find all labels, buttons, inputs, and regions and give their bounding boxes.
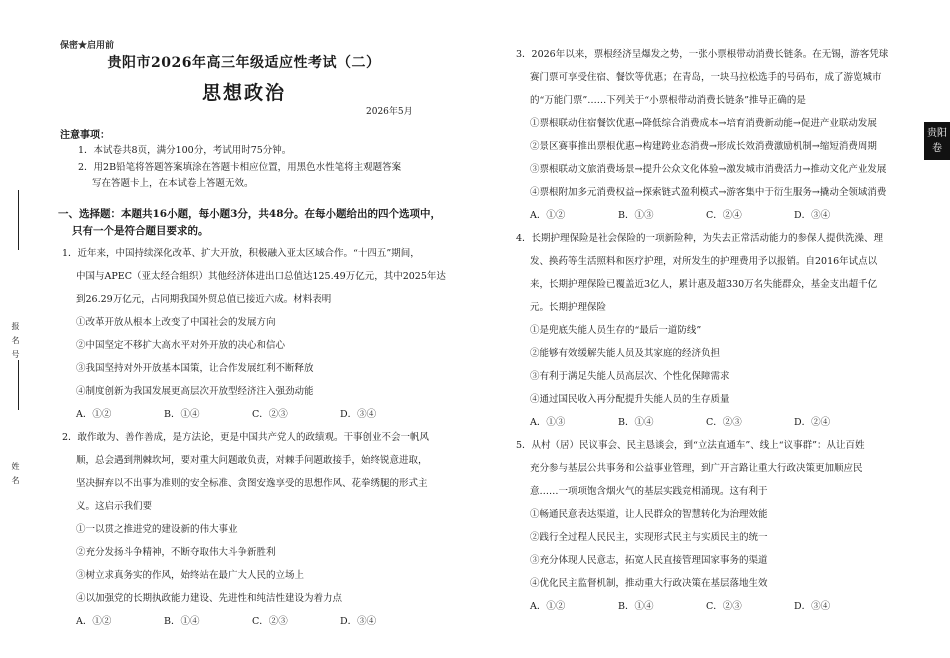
answer-option[interactable]: A．①②: [76, 409, 112, 420]
notice-heading: 注意事项：: [60, 130, 110, 141]
answer-option[interactable]: B．①④: [164, 409, 200, 420]
binding-line: [18, 360, 19, 410]
question-stem: 意……一项项饱含烟火气的基层实践竞相涌现。这有利于: [530, 486, 768, 497]
statement-item: ②能够有效缓解失能人员及其家庭的经济负担: [530, 348, 721, 359]
question-stem: 3．2026年以来，票根经济呈爆发之势，一张小票根带动消费长链条。在无锡，游客凭球: [516, 49, 889, 60]
answer-option[interactable]: C．②④: [706, 210, 742, 221]
answer-option[interactable]: C．②③: [252, 409, 288, 420]
answer-option[interactable]: A．①②: [530, 601, 566, 612]
question-stem: 2．敢作敢为、善作善成，是方法论，更是中国共产党人的政绩观。干事创业不会一帆风: [62, 432, 430, 443]
question-stem: 的“万能门票”……下列关于“小票根带动消费长链条”推导正确的是: [530, 95, 806, 106]
question-stem: 发、换药等生活照料和医疗护理，对所发生的护理费用予以报销。自2016年试点以: [530, 256, 878, 267]
notice-item: 1．本试卷共8页，满分100分，考试用时75分钟。: [78, 145, 292, 156]
question-stem: 顺，总会遇到荆棘坎坷，要对重大问题敢负责，对棘手问题敢接手，始终锐意进取，: [76, 455, 428, 466]
exam-number-label: 报名号: [11, 322, 20, 364]
question-stem: 义。这启示我们要: [76, 501, 153, 512]
section-heading-line: 只有一个是符合题目要求的。: [72, 225, 209, 237]
statement-item: ①一以贯之推进党的建设新的伟大事业: [76, 524, 238, 535]
section-heading: [58, 206, 490, 240]
statement-item: ②景区赛事推出票根优惠→构建跨业态消费→形成长效消费激励机制→缩短消费周期: [530, 141, 877, 152]
statement-item: ④通过国民收入再分配提升失能人员的生存质量: [530, 394, 730, 405]
statement-item: ③充分体现人民意志，拓宽人民直接管理国家事务的渠道: [530, 555, 768, 566]
statement-item: ③票根联动文旅消费场景→提升公众文化体验→激发城市消费活力→推动文化产业发展: [530, 164, 887, 175]
answer-option[interactable]: A．①②: [530, 210, 566, 221]
statement-item: ①畅通民意表达渠道，让人民群众的智慧转化为治理效能: [530, 509, 768, 520]
answer-option[interactable]: B．①④: [164, 616, 200, 627]
statement-item: ③我国坚持对外开放基本国策，让合作发展红利不断释放: [76, 363, 314, 374]
answer-option[interactable]: C．②③: [706, 417, 742, 428]
statement-item: ④票根附加多元消费权益→探索链式盈利模式→游客集中于衍生服务→撬动全领域消费: [530, 187, 887, 198]
question-stem: 坚决摒弃以不出事为准则的安全标准、贪图安逸享受的思想作风、花拳绣腿的形式主: [76, 478, 428, 489]
exam-date: 2026年5月: [366, 107, 413, 117]
question-stem: 来，长期护理保险已覆盖近3亿人，累计惠及超330万名失能群众，基金支出超千亿: [530, 279, 878, 290]
binding-line: [18, 190, 19, 250]
statement-item: ④制度创新为我国发展更高层次开放型经济注入强劲动能: [76, 386, 314, 397]
subject-title: 思想政治: [201, 82, 286, 104]
answer-option[interactable]: B．①④: [618, 417, 654, 428]
answer-option[interactable]: D．③④: [794, 210, 831, 221]
statement-item: ④优化民主监督机制，推动重大行政决策在基层落地生效: [530, 578, 768, 589]
question-stem: 赛门票可享受住宿、餐饮等优惠；在青岛，一块马拉松选手的号码布，成了游览城市: [530, 72, 882, 83]
answer-option[interactable]: D．③④: [340, 409, 377, 420]
notice-item: 2．用2B铅笔将答题答案填涂在答题卡相应位置，用黑色水性笔将主观题答案: [78, 162, 402, 173]
statement-item: ③有利于满足失能人员高层次、个性化保障需求: [530, 371, 730, 382]
confidential-mark: 保密★启用前: [60, 41, 115, 51]
statement-item: ①是兜底失能人员生存的“最后一道防线”: [530, 325, 702, 336]
statement-item: ②充分发扬斗争精神，不断夺取伟大斗争新胜利: [76, 547, 276, 558]
answer-option[interactable]: D．③④: [340, 616, 377, 627]
answer-option[interactable]: B．①④: [618, 601, 654, 612]
question-stem: 5．从村（居）民议事会、民主恳谈会，到“立法直通车”、线上“议事群”：从让百姓: [516, 440, 865, 451]
statement-item: ①改革开放从根本上改变了中国社会的发展方向: [76, 317, 276, 328]
notice-item: 写在答题卡上，在本试卷上答题无效。: [92, 178, 254, 189]
question-stem: 充分参与基层公共事务和公益事业管理，到广开言路让重大行政决策更加顺应民: [530, 463, 863, 474]
question-stem: 1．近年来，中国持续深化改革、扩大开放，积极融入亚太区域合作。“十四五”期间，: [62, 248, 420, 259]
answer-option[interactable]: A．①②: [76, 616, 112, 627]
region-tab: [924, 122, 950, 160]
section-heading-line: 一、选择题：本题共16小题，每小题3分，共48分。在每小题给出的四个选项中，: [58, 208, 442, 220]
exam-title: 贵阳市2026年高三年级适应性考试（二）: [107, 55, 381, 71]
statement-item: ①票根联动住宿餐饮优惠→降低综合消费成本→培育消费新动能→促进产业联动发展: [530, 118, 877, 129]
answer-option[interactable]: C．②③: [252, 616, 288, 627]
question-stem: 到26.29万亿元，占同期我国外贸总值已接近六成。材料表明: [76, 294, 332, 305]
question-stem: 4．长期护理保险是社会保险的一项新险种，为失去正常活动能力的参保人提供洗澡、理: [516, 233, 884, 244]
statement-item: ②践行全过程人民民主，实现形式民主与实质民主的统一: [530, 532, 768, 543]
student-name-label: 姓名: [11, 462, 20, 490]
answer-option[interactable]: C．②③: [706, 601, 742, 612]
question-stem: 中国与APEC（亚太经合组织）其他经济体进出口总值达125.49万亿元，其中2025年达: [76, 271, 446, 282]
statement-item: ④以加强党的长期执政能力建设、先进性和纯洁性建设为着力点: [76, 593, 343, 604]
question-stem: 元。长期护理保险: [530, 302, 607, 313]
statement-item: ②中国坚定不移扩大高水平对外开放的决心和信心: [76, 340, 286, 351]
region-tab-label: 贵阳卷: [927, 128, 947, 154]
answer-option[interactable]: B．①③: [618, 210, 654, 221]
answer-option[interactable]: D．②④: [794, 417, 831, 428]
answer-option[interactable]: D．③④: [794, 601, 831, 612]
statement-item: ③树立求真务实的作风，始终站在最广大人民的立场上: [76, 570, 305, 581]
answer-option[interactable]: A．①③: [530, 417, 566, 428]
